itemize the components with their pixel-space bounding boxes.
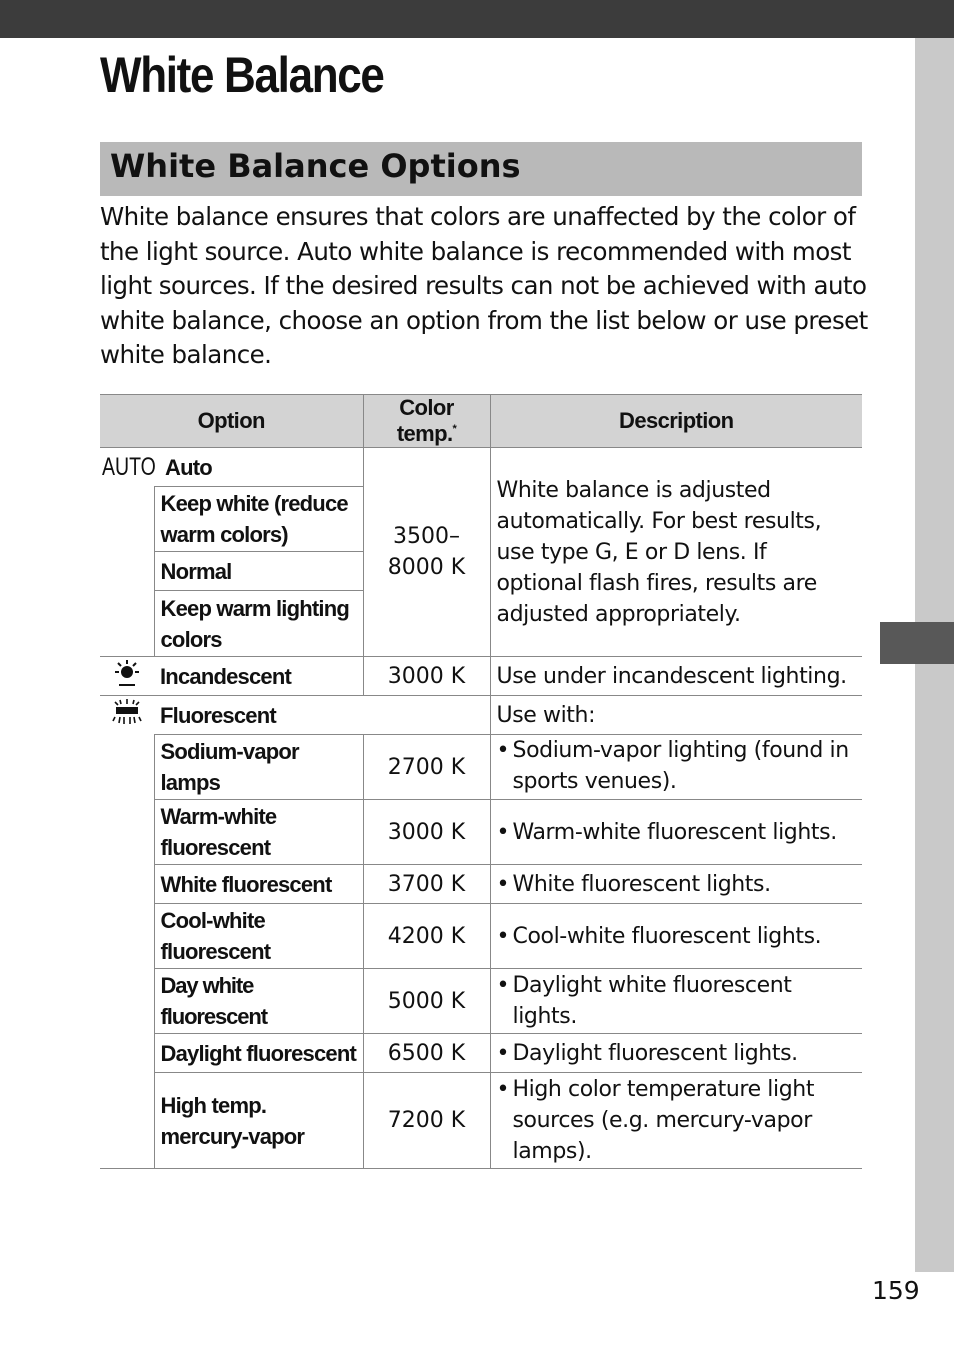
auto-icon-spacer <box>100 487 154 657</box>
table-row <box>100 735 862 800</box>
page-number: 159 <box>872 1276 920 1305</box>
fluorescent-sub-label: White fluorescent <box>154 865 363 904</box>
fluorescent-sub-description: • Warm-white fluorescent lights. <box>490 800 862 865</box>
fluorescent-sub-description: • White fluorescent lights. <box>490 865 862 904</box>
auto-option-cell <box>100 448 363 487</box>
incandescent-label: Incandescent <box>154 657 363 696</box>
header-description: Description <box>490 395 862 448</box>
auto-sub-keep-white: Keep white (reduce warm colors) <box>154 487 363 552</box>
fluorescent-sub-description: • Cool-white fluorescent lights. <box>490 904 862 969</box>
auto-description: White balance is adjusted automatically. For best results, use type G, E or D lens. If optional flash fires, results are adjusted appropriately. <box>490 448 862 657</box>
bullet: • <box>496 973 510 998</box>
incandescent-icon <box>112 659 142 687</box>
table-row <box>100 865 862 904</box>
table-row-incandescent <box>100 657 862 696</box>
fluorescent-sub-description: • Sodium-vapor lighting (found in sports venues). <box>490 735 862 800</box>
fluorescent-sub-description: • Daylight white fluorescent lights. <box>490 969 862 1034</box>
fluorescent-sub-color-temp: 7200 K <box>363 1073 490 1169</box>
header-option: Option <box>100 395 363 448</box>
bullet: • <box>496 871 510 897</box>
auto-icon: AUTO <box>102 452 156 481</box>
header-color-temp: Color temp.* <box>363 395 490 448</box>
fluorescent-description: Use with: <box>490 696 862 735</box>
fluorescent-sub-color-temp: 3700 K <box>363 865 490 904</box>
table-row-fluorescent <box>100 696 862 735</box>
section-header <box>100 142 862 196</box>
fluorescent-icon <box>112 698 142 726</box>
incandescent-description: Use under incandescent lighting. <box>490 657 862 696</box>
table-row-auto <box>100 448 862 487</box>
table-row <box>100 969 862 1034</box>
fluorescent-sub-label: High temp. mercury-vapor <box>154 1073 363 1169</box>
top-header-bar <box>0 0 954 38</box>
page-title: White Balance <box>100 47 384 103</box>
fluorescent-icon-spacer <box>100 735 154 1169</box>
bullet: • <box>496 819 510 845</box>
table-row <box>100 800 862 865</box>
fluorescent-sub-description: • Daylight fluorescent lights. <box>490 1034 862 1073</box>
fluorescent-label: Fluorescent <box>154 696 490 735</box>
auto-sub-keep-warm: Keep warm lighting colors <box>154 591 363 657</box>
bullet: • <box>496 1077 510 1102</box>
fluorescent-sub-label: Day white fluorescent <box>154 969 363 1034</box>
auto-color-temp: 3500–8000 K <box>363 448 490 657</box>
bullet: • <box>496 923 510 949</box>
fluorescent-sub-label: Sodium-vapor lamps <box>154 735 363 800</box>
fluorescent-sub-color-temp: 6500 K <box>363 1034 490 1073</box>
fluorescent-sub-color-temp: 5000 K <box>363 969 490 1034</box>
fluorescent-sub-color-temp: 2700 K <box>363 735 490 800</box>
incandescent-color-temp: 3000 K <box>363 657 490 696</box>
fluorescent-sub-label: Daylight fluorescent <box>154 1034 363 1073</box>
bullet: • <box>496 738 510 763</box>
fluorescent-sub-color-temp: 3000 K <box>363 800 490 865</box>
fluorescent-sub-label: Cool-white fluorescent <box>154 904 363 969</box>
white-balance-table <box>100 394 862 1169</box>
footnote-mark: * <box>452 423 457 435</box>
chapter-tab-marker <box>880 622 954 664</box>
auto-sub-normal: Normal <box>154 552 363 591</box>
fluorescent-icon-cell <box>100 696 154 735</box>
incandescent-icon-cell <box>100 657 154 696</box>
table-header-row <box>100 395 862 448</box>
auto-label: Auto <box>165 454 212 480</box>
intro-paragraph: White balance ensures that colors are unaffected by the color of the light source. Auto white balance is recommended with most light sources. If the desired results can not be achieved with auto white balance, choose an option from the list below or use preset white balance. <box>100 202 868 370</box>
bullet: • <box>496 1040 510 1066</box>
table-row <box>100 1034 862 1073</box>
table-row <box>100 1073 862 1169</box>
section-title: White Balance Options <box>110 147 521 185</box>
fluorescent-sub-label: Warm-white fluorescent <box>154 800 363 865</box>
fluorescent-sub-color-temp: 4200 K <box>363 904 490 969</box>
table-row <box>100 904 862 969</box>
fluorescent-sub-description: • High color temperature light sources (e.g. mercury-vapor lamps). <box>490 1073 862 1169</box>
